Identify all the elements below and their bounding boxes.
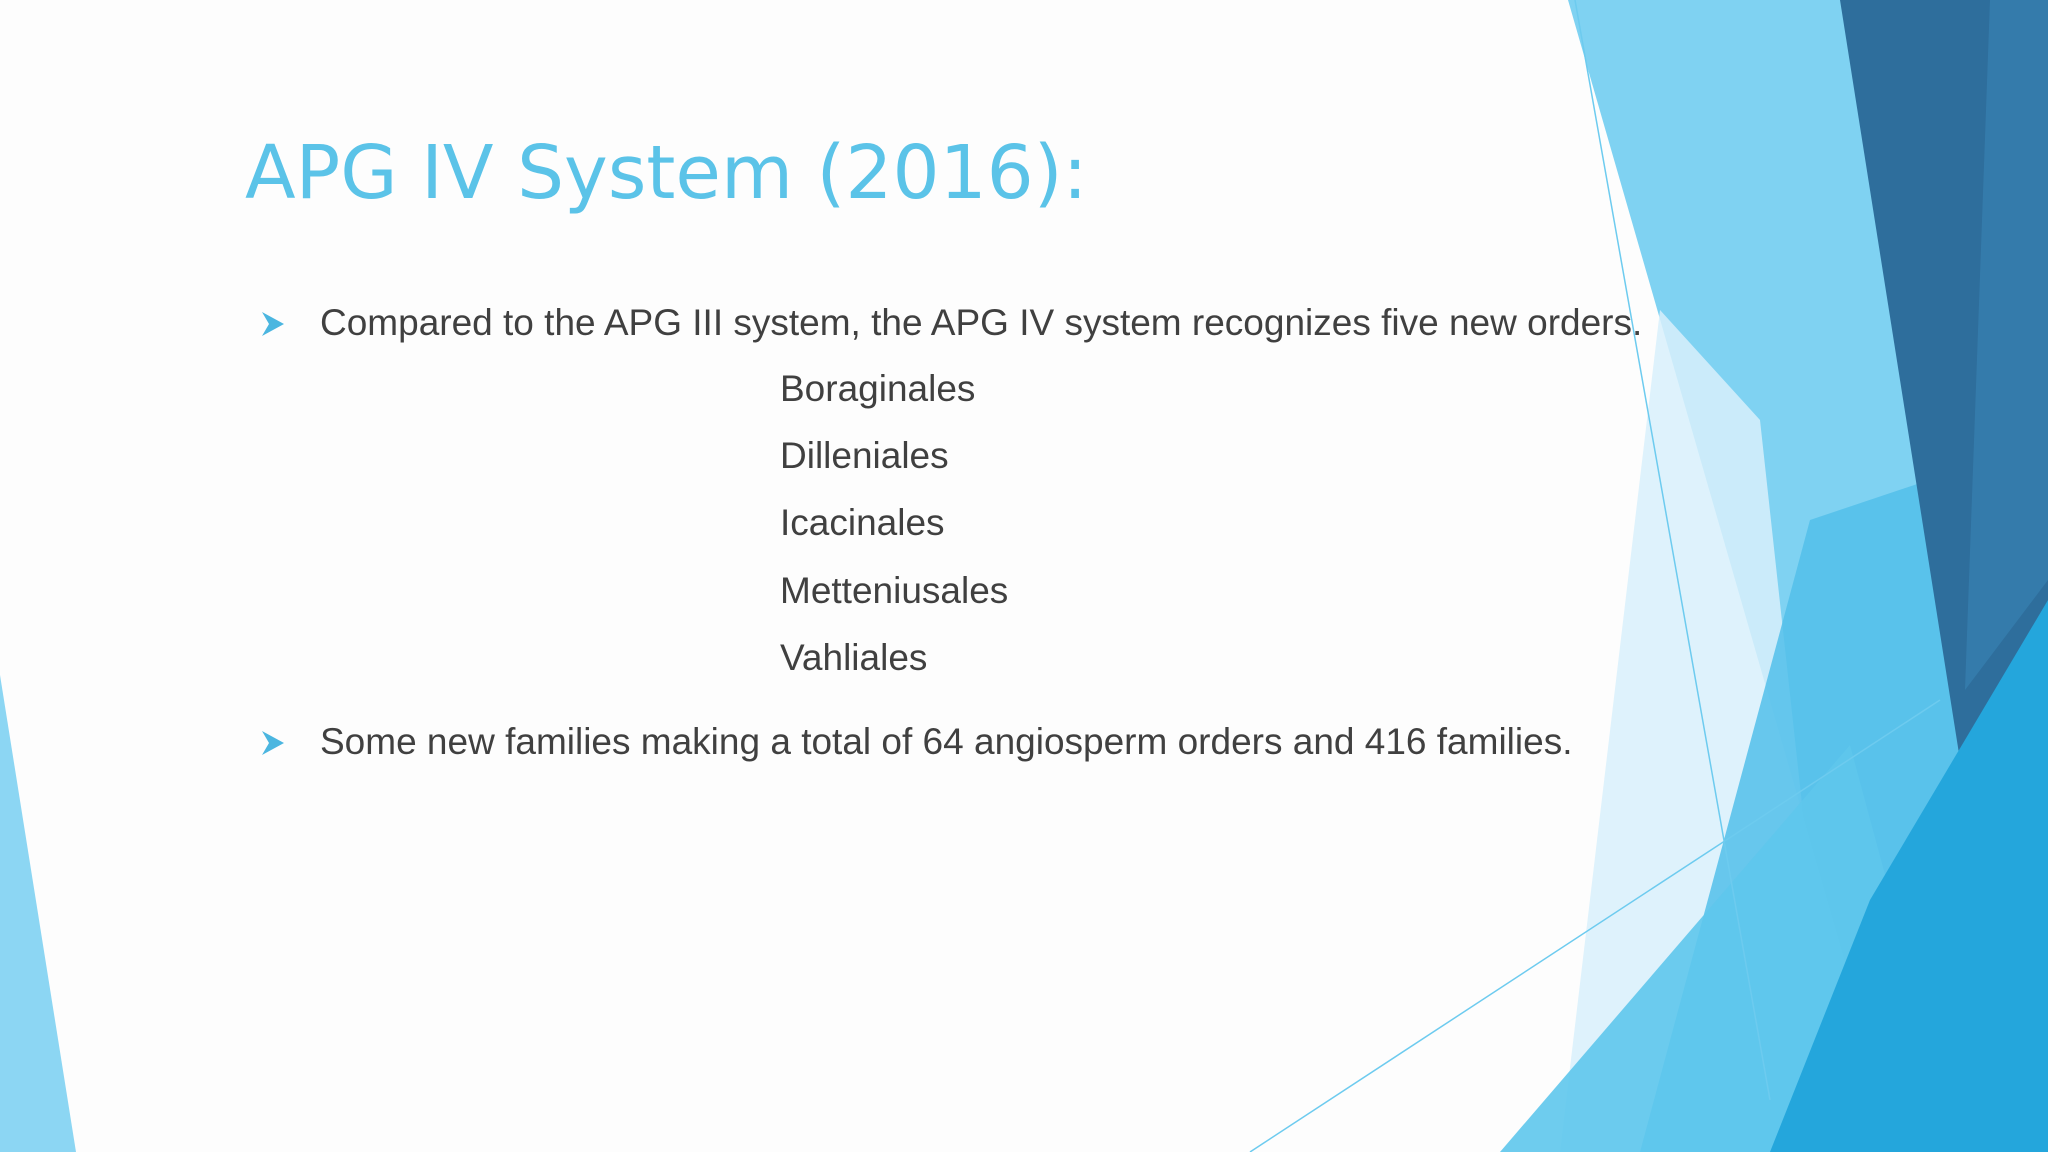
arrowhead-shape [262,731,284,755]
slide-title: APG IV System (2016): [245,130,1088,216]
order-item-vahliales: Vahliales [780,637,928,678]
bullet-text: Some new families making a total of 64 angiosperm orders and 416 families. [320,721,1573,762]
arrowhead-shape [262,312,284,336]
order-item-boraginales: Boraginales [780,368,976,409]
order-item-dilleniales: Dilleniales [780,435,949,476]
arrowhead-bullet-icon [262,731,284,755]
order-item-metteniusales: Metteniusales [780,570,1009,611]
order-item-icacinales: Icacinales [780,502,945,543]
left-edge-shape [0,675,76,1152]
arrowhead-bullet-icon [262,312,284,336]
bullet-text: Compared to the APG III system, the APG IV system recognizes five new orders. [320,302,1643,343]
